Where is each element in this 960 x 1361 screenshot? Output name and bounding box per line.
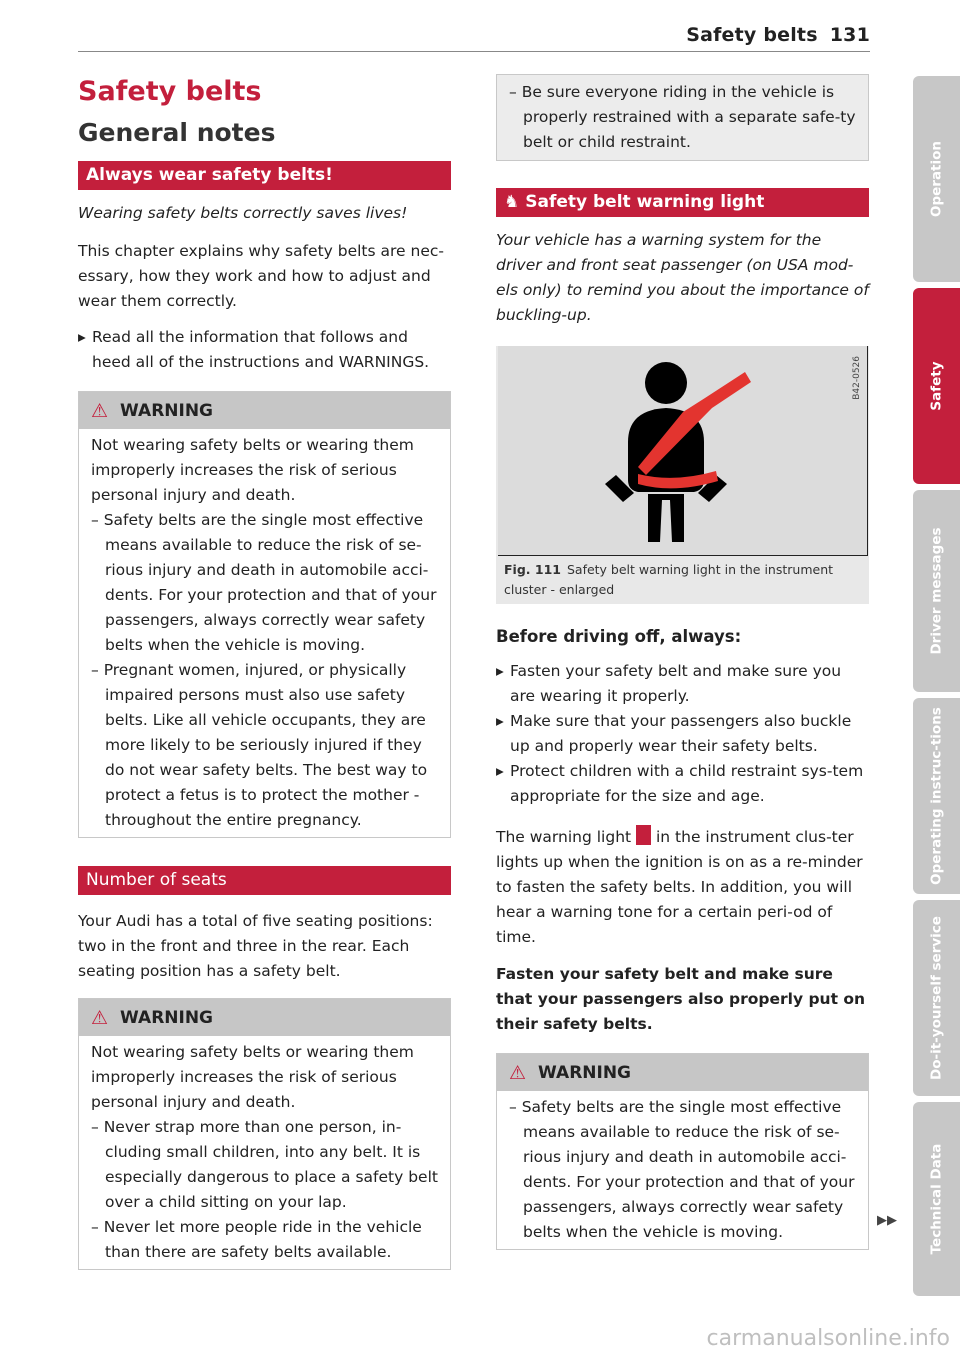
read-bullet [78, 325, 451, 375]
heading-number-of-seats: Number of seats [78, 866, 451, 895]
chapter-paragraph: This chapter explains why safety belts are nec-essary, how they work and how to adjust and wear them correctly. [78, 242, 444, 310]
tab-safety[interactable]: Safety [913, 288, 960, 484]
warning-intro: Not wearing safety belts or wearing them improperly increases the risk of serious personal injury and death. [91, 1043, 414, 1111]
figure-111 [496, 346, 869, 604]
warning-label: WARNING [120, 400, 214, 421]
note-item: – Be sure everyone riding in the vehicle is properly restrained with a separate safe-ty belt or child restraint. [509, 83, 856, 151]
continue-arrow-icon: ▶▶ [877, 1213, 897, 1228]
warning-body [79, 429, 450, 837]
warning-item: – Pregnant women, injured, or physically impaired persons must also use safety belts. Like all vehicle occupants, they are more likely to be seriously injured if they do not wear safety belts. The best way to protect a fetus is to protect the mother - throughout the entire pregnancy. [91, 661, 428, 829]
heading-warning-light: ♞ Safety belt warning light [496, 188, 869, 217]
continued-note [496, 74, 869, 161]
running-head [686, 24, 870, 46]
warning-item: – Never strap more than one person, in-cluding small children, into any belt. It is especially dangerous to place a safety belt over a child sitting on your lap. [91, 1118, 438, 1211]
header-rule [78, 51, 870, 52]
tab-operating-instructions[interactable]: Operating instruc-tions [913, 698, 960, 894]
warning-body [79, 1036, 450, 1269]
bullet-item: ▸ Make sure that your passengers also buckle up and properly wear their safety belts. [496, 709, 869, 759]
running-head-title: Safety belts [686, 24, 818, 46]
seatbelt-person-icon [498, 346, 868, 556]
warning-box-1 [78, 391, 451, 838]
right-column [496, 74, 869, 1250]
seatbelt-icon: ♞ [504, 192, 520, 212]
warning-triangle-icon: ⚠ [91, 399, 109, 422]
figure-caption: Fig. 111 Safety belt warning light in the instrument cluster - enlarged [504, 562, 834, 597]
warning-item: – Safety belts are the single most effective means available to reduce the risk of se-rious injury and death in automobile acci-dents. For your protection and that of your passengers, always correctly wear safety belts when the vehicle is moving. [509, 1098, 855, 1241]
warning-label: WARNING [538, 1062, 632, 1083]
seatbelt-warning-light-image [498, 346, 868, 556]
left-column [78, 74, 451, 1270]
warning-item: – Safety belts are the single most effective means available to reduce the risk of se-rious injury and death in automobile acci-dents. For your protection and that of your passengers, always correctly wear safety belts when the vehicle is moving. [91, 511, 437, 654]
warning-light-icon [636, 825, 651, 845]
watermark: carmanualsonline.info [706, 1326, 950, 1351]
figure-label: Fig. 111 [504, 562, 561, 577]
warning-label: WARNING [120, 1007, 214, 1028]
fasten-emphasis: Fasten your safety belt and make sure that your passengers also properly put on their safety belts. [496, 965, 866, 1033]
warning-light-intro: Your vehicle has a warning system for the driver and front seat passenger (on USA mod-els only) to remind you about the importance of buckling-up. [496, 231, 869, 324]
tab-technical-data[interactable]: Technical Data [913, 1102, 960, 1296]
warning-triangle-icon: ⚠ [91, 1006, 109, 1029]
chapter-title: Safety belts [78, 76, 262, 107]
section-title: General notes [78, 118, 276, 147]
before-driving-list [496, 659, 869, 809]
warning-header [79, 999, 450, 1036]
warning-header [79, 392, 450, 429]
seats-paragraph: Your Audi has a total of five seating positions: two in the front and three in the rear. Each seating position has a safety belt. [78, 912, 433, 980]
bullet-item: ▸ Fasten your safety belt and make sure you are wearing it properly. [496, 659, 869, 709]
tab-driver-messages[interactable]: Driver messages [913, 490, 960, 692]
warning-box-2 [78, 998, 451, 1270]
tab-do-it-yourself-service[interactable]: Do-it-yourself service [913, 900, 960, 1096]
intro-text: Wearing safety belts correctly saves lives! [78, 204, 408, 222]
bullet-item: ▸ Read all the information that follows and heed all of the instructions and WARNINGS. [78, 325, 451, 375]
warning-header [497, 1054, 868, 1091]
warning-triangle-icon: ⚠ [509, 1061, 527, 1084]
figure-code: B42-0526 [852, 356, 862, 400]
page-number: 131 [829, 24, 870, 46]
warning-light-paragraph: The warning light in the instrument clus-ter lights up when the ignition is on as a re-minder to fasten the safety belts. In addition, you will hear a warning tone for a certain peri-od of time. [496, 825, 869, 950]
warning-box-3 [496, 1053, 869, 1250]
tab-operation[interactable]: Operation [913, 76, 960, 282]
warning-item: – Never let more people ride in the vehicle than there are safety belts available. [91, 1218, 422, 1261]
heading-always-wear: Always wear safety belts! [78, 161, 451, 190]
bullet-item: ▸ Protect children with a child restraint sys-tem appropriate for the size and age. [496, 759, 869, 809]
warning-body [497, 1091, 868, 1249]
before-driving-heading: Before driving off, always: [496, 627, 742, 646]
warning-intro: Not wearing safety belts or wearing them improperly increases the risk of serious personal injury and death. [91, 436, 414, 504]
